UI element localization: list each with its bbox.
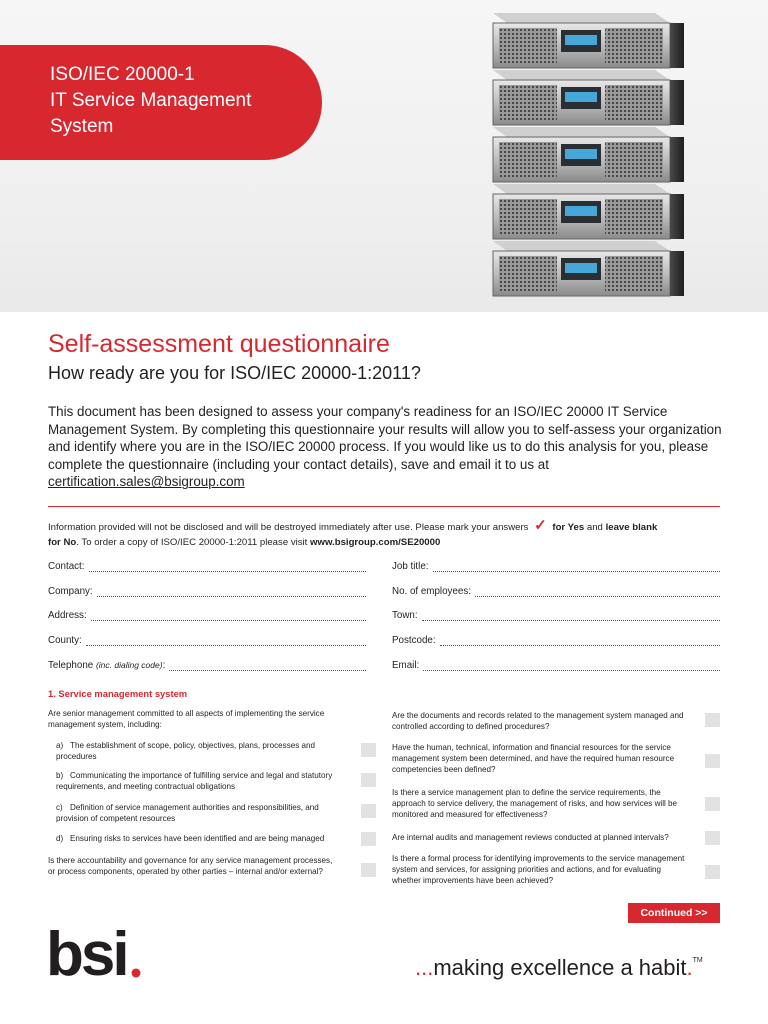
- notice-text-2: . To order a copy of ISO/IEC 20000-1:2011 please visit: [76, 537, 308, 548]
- answer-checkbox[interactable]: [361, 832, 376, 846]
- notice-paragraph: [48, 518, 728, 550]
- intro-paragraph: [48, 403, 728, 491]
- server-unit: [493, 184, 684, 239]
- hero-banner: [0, 0, 768, 312]
- item-letter: a): [56, 741, 64, 750]
- answer-checkbox[interactable]: [705, 865, 720, 879]
- question-item: [56, 802, 350, 824]
- item-letter: b): [56, 771, 64, 780]
- answer-checkbox[interactable]: [705, 713, 720, 727]
- telephone-label-text: Telephone: [48, 660, 94, 671]
- question-text: Are internal audits and management reviews conducted at planned intervals?: [392, 833, 669, 842]
- item-text: Definition of service management authorities and responsibilities, and provision of competent resources: [56, 803, 319, 823]
- town-field[interactable]: [392, 610, 720, 621]
- intro-text: This document has been designed to assess your company's readiness for an ISO/IEC 20000 IT Service Management System. By completing this questionnaire your results will allow you to self-assess your organization and identify where you are in the ISO/IEC 20000 process. If you would like us to do this analysis for you, please complete the questionnaire (including your contact details), save and email it to us at: [48, 404, 722, 472]
- job-title-field[interactable]: [392, 561, 720, 572]
- section-title: 1. Service management system: [48, 688, 188, 699]
- server-unit: [493, 13, 684, 68]
- answer-checkbox[interactable]: [361, 804, 376, 818]
- item-text: Communicating the importance of fulfilling service and legal and statutory requirements, and meeting contractual obligations: [56, 771, 333, 791]
- item-letter: d): [56, 834, 64, 843]
- server-unit: [493, 241, 684, 296]
- county-field[interactable]: [48, 635, 366, 646]
- question-text: Are senior management committed to all aspects of implementing the service management system, including:: [48, 709, 325, 729]
- town-label: Town:: [392, 610, 418, 621]
- question-item: [56, 833, 356, 844]
- logo-text: bsi: [46, 923, 127, 983]
- question-text: Is there a service management plan to define the service requirements, the approach to service delivery, the management of risks, and how services will be monitored and measured for effectiveness?: [392, 788, 678, 819]
- postcode-field[interactable]: [392, 635, 720, 646]
- answer-checkbox[interactable]: [705, 797, 720, 811]
- telephone-label: [48, 660, 165, 671]
- telephone-hint: (inc. dialing code): [95, 660, 163, 670]
- answer-checkbox[interactable]: [361, 773, 376, 787]
- tagline: [415, 955, 703, 981]
- tagline-text: making excellence a habit: [433, 955, 687, 980]
- answer-checkbox[interactable]: [361, 743, 376, 757]
- hero-title: [50, 62, 251, 140]
- telephone-colon: :: [162, 660, 166, 671]
- question-text: Are the documents and records related to the management system managed and controlled according to defined procedures?: [392, 711, 684, 731]
- item-text: Ensuring risks to services have been identified and are being managed: [70, 834, 325, 843]
- employees-label: No. of employees:: [392, 586, 471, 597]
- bsi-logo: [46, 923, 146, 983]
- url-link[interactable]: www.bsigroup.com/SE20000: [310, 537, 441, 548]
- address-label: Address:: [48, 610, 87, 621]
- employees-field[interactable]: [392, 586, 720, 597]
- contact-label: Contact:: [48, 561, 85, 572]
- answer-checkbox[interactable]: [705, 754, 720, 768]
- notice-text: Information provided will not be disclosed and will be destroyed immediately after use. Please mark your answers: [48, 522, 529, 533]
- tagline-period: .: [686, 955, 693, 980]
- telephone-field[interactable]: [48, 660, 366, 671]
- server-rack-image: [455, 8, 705, 308]
- question-item: [56, 770, 342, 792]
- contact-field[interactable]: [48, 561, 366, 572]
- address-field[interactable]: [48, 610, 366, 621]
- answer-checkbox[interactable]: [361, 863, 376, 877]
- email-label: Email:: [392, 660, 420, 671]
- trademark: TM: [692, 957, 703, 964]
- company-field[interactable]: [48, 586, 366, 597]
- item-letter: c): [56, 803, 63, 812]
- notice-for-no: for No: [48, 537, 77, 548]
- job-title-label: Job title:: [392, 561, 429, 572]
- hero-title-line: ISO/IEC 20000-1: [50, 64, 195, 85]
- tagline-dots: ...: [415, 955, 434, 980]
- postcode-label: Postcode:: [392, 635, 436, 646]
- item-text: The establishment of scope, policy, objectives, plans, processes and procedures: [56, 741, 316, 761]
- page-title: Self-assessment questionnaire: [48, 330, 390, 358]
- answer-checkbox[interactable]: [705, 831, 720, 845]
- continue-button[interactable]: Continued >>: [628, 903, 720, 923]
- email-link[interactable]: certification.sales@bsigroup.com: [48, 474, 245, 490]
- notice-and: and: [586, 522, 603, 533]
- question-item: [56, 740, 342, 762]
- question-text: Is there accountability and governance for any service management processes, or process components, operated by other parties – internal and/or external?: [48, 856, 333, 876]
- email-field[interactable]: [392, 660, 720, 671]
- county-label: County:: [48, 635, 82, 646]
- server-unit: [493, 127, 684, 182]
- hero-title-line: IT Service Management: [50, 90, 252, 111]
- hero-title-line: System: [50, 116, 114, 137]
- question-text: Have the human, technical, information and financial resources for the service management system been determined, and have the required human resource competencies been defined?: [392, 743, 675, 774]
- company-label: Company:: [48, 586, 93, 597]
- divider: [48, 506, 720, 507]
- server-unit: [493, 70, 684, 125]
- question-text: Is there a formal process for identifying improvements to the service management system and services, for assigning priorities and actions, and for evaluating whether improvements have been achieved?: [392, 854, 685, 885]
- page-subtitle: How ready are you for ISO/IEC 20000-1:2011?: [48, 363, 421, 383]
- tick-icon: ✓: [534, 517, 547, 534]
- notice-leave-blank: leave blank: [605, 522, 658, 533]
- notice-for-yes: for Yes: [552, 522, 585, 533]
